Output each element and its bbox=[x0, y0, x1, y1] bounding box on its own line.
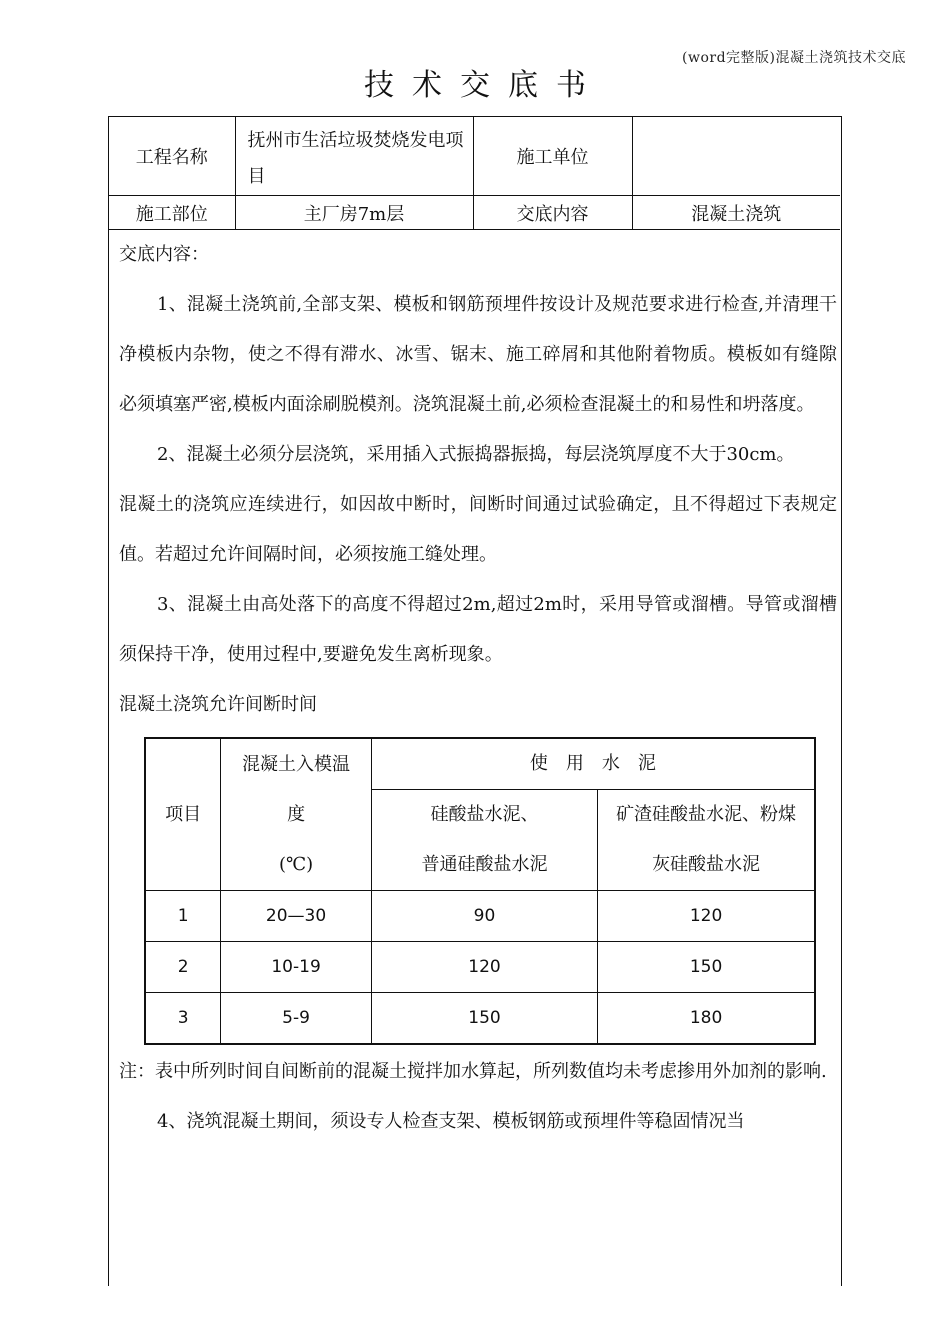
disclosure-content-value: 混凝土浇筑 bbox=[632, 196, 840, 230]
col-temp-line1: 混凝土入模温 bbox=[242, 753, 351, 775]
construction-unit-value bbox=[632, 117, 840, 196]
paragraph-3: 混凝土的浇筑应连续进行，如因故中断时，间断时间通过试验确定，且不得超过下表规定值。若超过允许间隔时间，必须按施工缝处理。 bbox=[119, 494, 837, 565]
col-temp-header bbox=[221, 738, 372, 891]
header-note: (word完整版)混凝土浇筑技术交底 bbox=[682, 50, 906, 66]
row-temp: 10-19 bbox=[221, 942, 372, 993]
table-note: 注：表中所列时间自间断前的混凝土搅拌加水算起，所列数值均未考虑掺用外加剂的影响. bbox=[119, 1061, 827, 1082]
row-cement-a: 120 bbox=[371, 942, 597, 993]
col-cement-a-header bbox=[371, 790, 597, 891]
paragraph-4: 3、混凝土由高处落下的高度不得超过2m,超过2m时，采用导管或溜槽。导管或溜槽须保持干净，使用过程中,要避免发生离析现象。 bbox=[119, 594, 837, 665]
paragraph-5: 4、浇筑混凝土期间，须设专人检查支架、模板钢筋或预埋件等稳固情况当 bbox=[157, 1111, 745, 1132]
row-temp: 20—30 bbox=[221, 891, 372, 942]
row-item: 1 bbox=[145, 891, 221, 942]
col-cement-b-line2: 灰硅酸盐水泥 bbox=[652, 854, 761, 875]
project-name-label: 工程名称 bbox=[109, 117, 235, 196]
table-row bbox=[145, 993, 815, 1045]
row-cement-a: 150 bbox=[371, 993, 597, 1045]
col-temp-line3: (℃) bbox=[278, 853, 314, 875]
table-row bbox=[145, 942, 815, 993]
col-cement-a-line2: 普通硅酸盐水泥 bbox=[421, 854, 548, 875]
project-name-value: 抚州市生活垃圾焚烧发电项目 bbox=[235, 117, 473, 196]
col-cement-a-line1: 硅酸盐水泥、 bbox=[430, 804, 539, 825]
table-row bbox=[145, 891, 815, 942]
table-caption: 混凝土浇筑允许间断时间 bbox=[119, 694, 317, 715]
row-cement-b: 150 bbox=[598, 942, 815, 993]
disclosure-body bbox=[119, 230, 837, 1147]
construction-part-value: 主厂房7m层 bbox=[235, 196, 473, 230]
intro-line: 交底内容： bbox=[119, 244, 209, 265]
paragraph-2: 2、混凝土必须分层浇筑，采用插入式振捣器振捣，每层浇筑厚度不大于30cm。 bbox=[157, 444, 795, 465]
col-cement-b-line1: 矿渣硅酸盐水泥、粉煤 bbox=[616, 804, 797, 825]
row-cement-a: 90 bbox=[371, 891, 597, 942]
row-cement-b: 120 bbox=[598, 891, 815, 942]
paragraph-1: 1、混凝土浇筑前,全部支架、模板和钢筋预埋件按设计及规范要求进行检查,并清理干净模板内杂物，使之不得有滞水、冰雪、锯末、施工碎屑和其他附着物质。模板如有缝隙必须填塞严密,模板内面涂刷脱模剂。浇筑混凝土前,必须检查混凝土的和易性和坍落度。 bbox=[119, 294, 837, 415]
col-cement-b-header bbox=[598, 790, 815, 891]
col-item-header: 项目 bbox=[145, 738, 221, 891]
row-item: 3 bbox=[145, 993, 221, 1045]
col-cement-header: 使 用 水 泥 bbox=[371, 738, 815, 790]
interval-table bbox=[144, 737, 816, 1045]
info-table bbox=[109, 117, 840, 230]
disclosure-content-label: 交底内容 bbox=[473, 196, 632, 230]
row-cement-b: 180 bbox=[598, 993, 815, 1045]
construction-part-label: 施工部位 bbox=[109, 196, 235, 230]
document-title: 技术交底书 bbox=[364, 68, 604, 103]
row-temp: 5-9 bbox=[221, 993, 372, 1045]
row-item: 2 bbox=[145, 942, 221, 993]
col-temp-line2: 度 bbox=[287, 803, 306, 825]
construction-unit-label: 施工单位 bbox=[473, 117, 632, 196]
document-frame bbox=[108, 116, 842, 1286]
